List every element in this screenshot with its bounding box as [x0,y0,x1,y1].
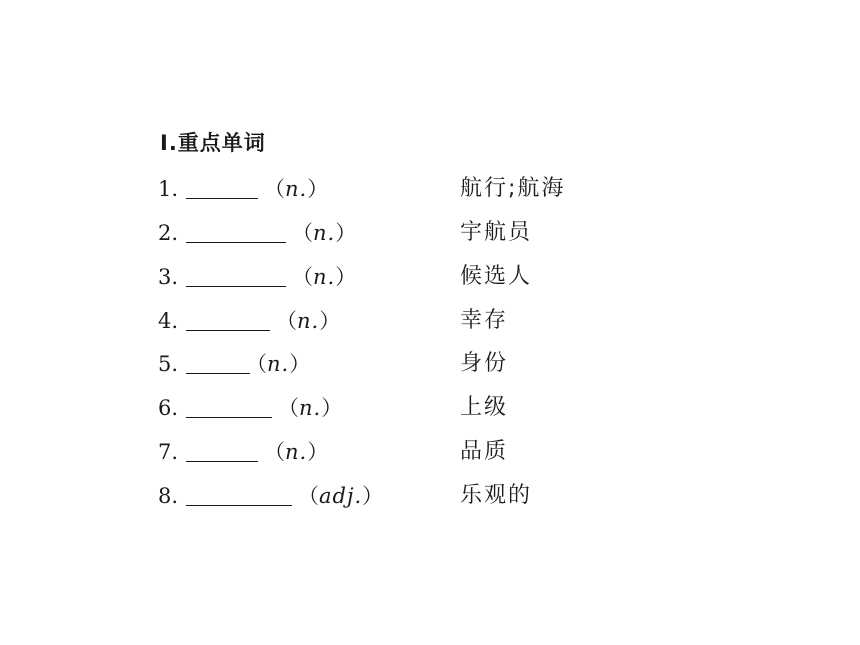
vocab-row-7 [158,435,798,469]
chinese-meaning: 候选人 [460,264,533,289]
answer-blank[interactable] [186,417,272,418]
part-of-speech: （n.） [264,440,329,464]
item-number: 5. [158,352,179,376]
part-of-speech: （n.） [292,265,357,289]
part-of-speech: （n.） [292,221,357,245]
vocab-row-6 [158,391,798,425]
vocab-row-1 [158,172,798,206]
item-number: 3. [158,265,179,289]
vocab-row-8 [158,479,798,513]
chinese-meaning: 上级 [460,395,509,420]
part-of-speech: （n.） [246,352,311,376]
item-number: 1. [158,177,179,201]
chinese-meaning: 航行;航海 [460,176,566,201]
chinese-meaning: 身份 [460,351,509,376]
part-of-speech: （n.） [264,177,329,201]
part-of-speech: （n.） [278,396,343,420]
chinese-meaning: 品质 [460,439,509,464]
section-title: Ⅰ.重点单词 [160,131,266,155]
item-number: 6. [158,396,179,420]
answer-blank[interactable] [186,198,258,199]
chinese-meaning: 乐观的 [460,483,533,508]
part-of-speech: （n.） [276,309,341,333]
vocab-row-4 [158,304,798,338]
chinese-meaning: 宇航员 [460,220,533,245]
vocab-row-5 [158,347,798,381]
item-number: 7. [158,440,179,464]
vocab-row-2 [158,216,798,250]
answer-blank[interactable] [186,461,258,462]
answer-blank[interactable] [186,286,286,287]
answer-blank[interactable] [186,505,292,506]
answer-blank[interactable] [186,373,250,374]
part-of-speech: （adj.） [298,484,384,508]
answer-blank[interactable] [186,242,286,243]
chinese-meaning: 幸存 [460,308,509,333]
item-number: 4. [158,309,179,333]
answer-blank[interactable] [186,330,270,331]
vocab-row-3 [158,260,798,294]
item-number: 2. [158,221,179,245]
item-number: 8. [158,484,179,508]
